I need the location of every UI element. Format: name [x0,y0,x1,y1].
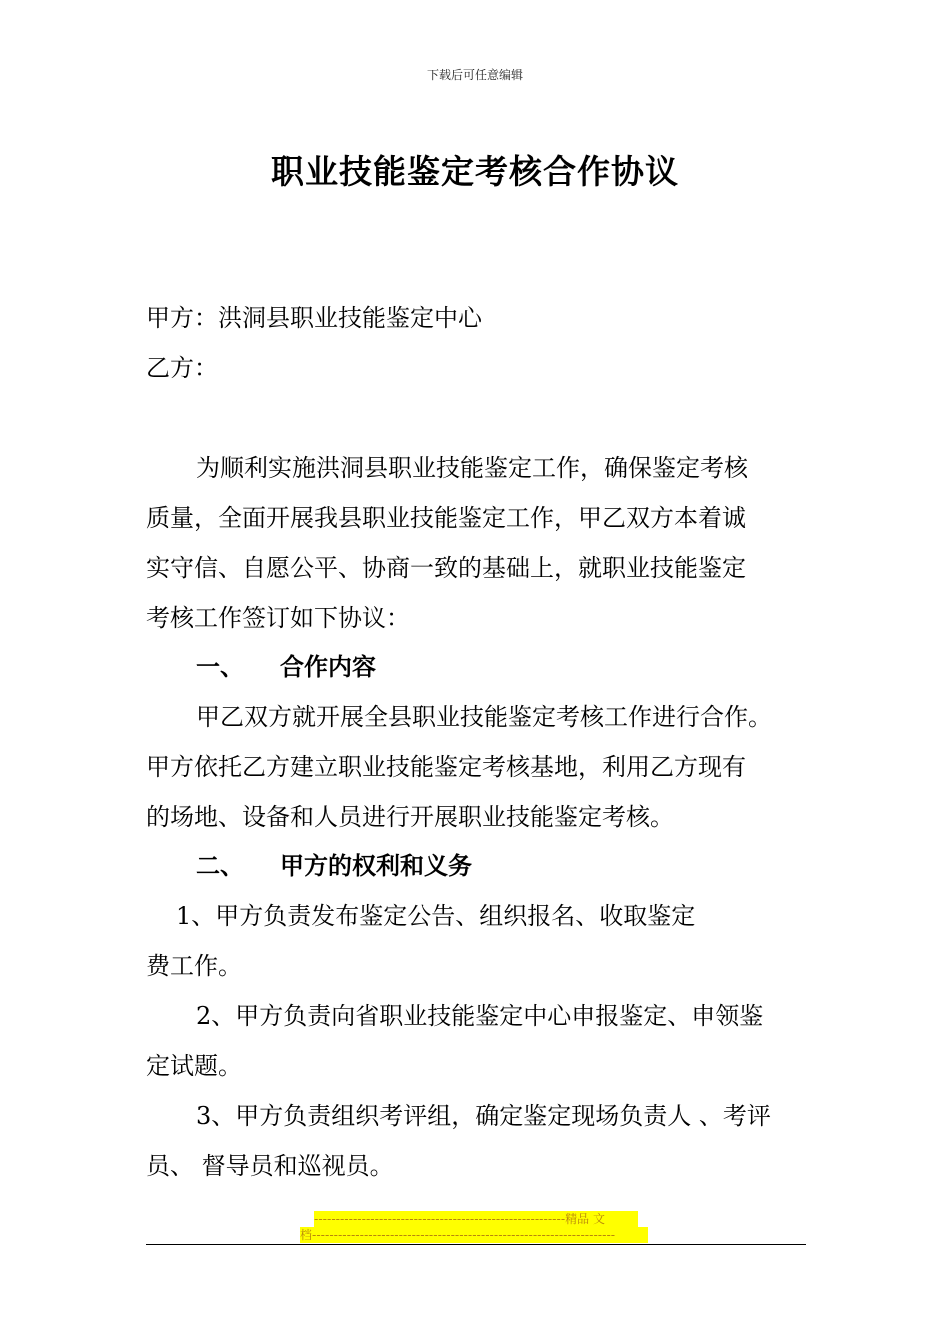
section-2-heading [196,851,472,881]
section-1-line-3: 的场地、设备和人员进行开展职业技能鉴定考核。 [146,803,674,831]
section-1-heading [196,652,376,682]
section-2-item-2-line-2: 定试题。 [146,1052,242,1080]
section-2-item-3-line-2: 员、 督导员和巡视员。 [146,1152,394,1180]
intro-line-1: 为顺利实施洪洞县职业技能鉴定工作，确保鉴定考核 [196,454,748,482]
section-2-item-1-line-2: 费工作。 [146,952,242,980]
section-2-item-3-line-1: 3、甲方负责组织考评组，确定鉴定现场负责人 、考评 [196,1102,771,1130]
footer-line-2: 档---------------------------------------------------------------------- [300,1227,648,1243]
section-1-number: 一、 [196,652,244,681]
intro-line-4: 考核工作签订如下协议： [146,604,410,632]
footer-line-1: ----------------------------------------------------------精品 文 [314,1211,638,1227]
party-b-line: 乙方： [146,354,218,382]
section-1-line-1: 甲乙双方就开展全县职业技能鉴定考核工作进行合作。 [196,703,772,731]
header-note: 下载后可任意编辑 [426,68,523,82]
section-1-title: 合作内容 [280,652,376,681]
document-title: 职业技能鉴定考核合作协议 [271,152,679,191]
intro-line-3: 实守信、自愿公平、协商一致的基础上，就职业技能鉴定 [146,554,746,582]
intro-line-2: 质量，全面开展我县职业技能鉴定工作，甲乙双方本着诚 [146,504,746,532]
section-2-item-2-line-1: 2、甲方负责向省职业技能鉴定中心申报鉴定、申领鉴 [196,1002,764,1030]
bottom-divider [146,1244,806,1245]
section-2-number: 二、 [196,851,244,880]
footer-watermark [300,1211,650,1243]
section-1-line-2: 甲方依托乙方建立职业技能鉴定考核基地，利用乙方现有 [146,753,746,781]
section-2-title: 甲方的权利和义务 [280,851,472,880]
section-2-item-1-line-1: 1、甲方负责发布鉴定公告、组织报名、收取鉴定 [176,902,696,930]
party-a-line: 甲方：洪洞县职业技能鉴定中心 [146,304,482,332]
